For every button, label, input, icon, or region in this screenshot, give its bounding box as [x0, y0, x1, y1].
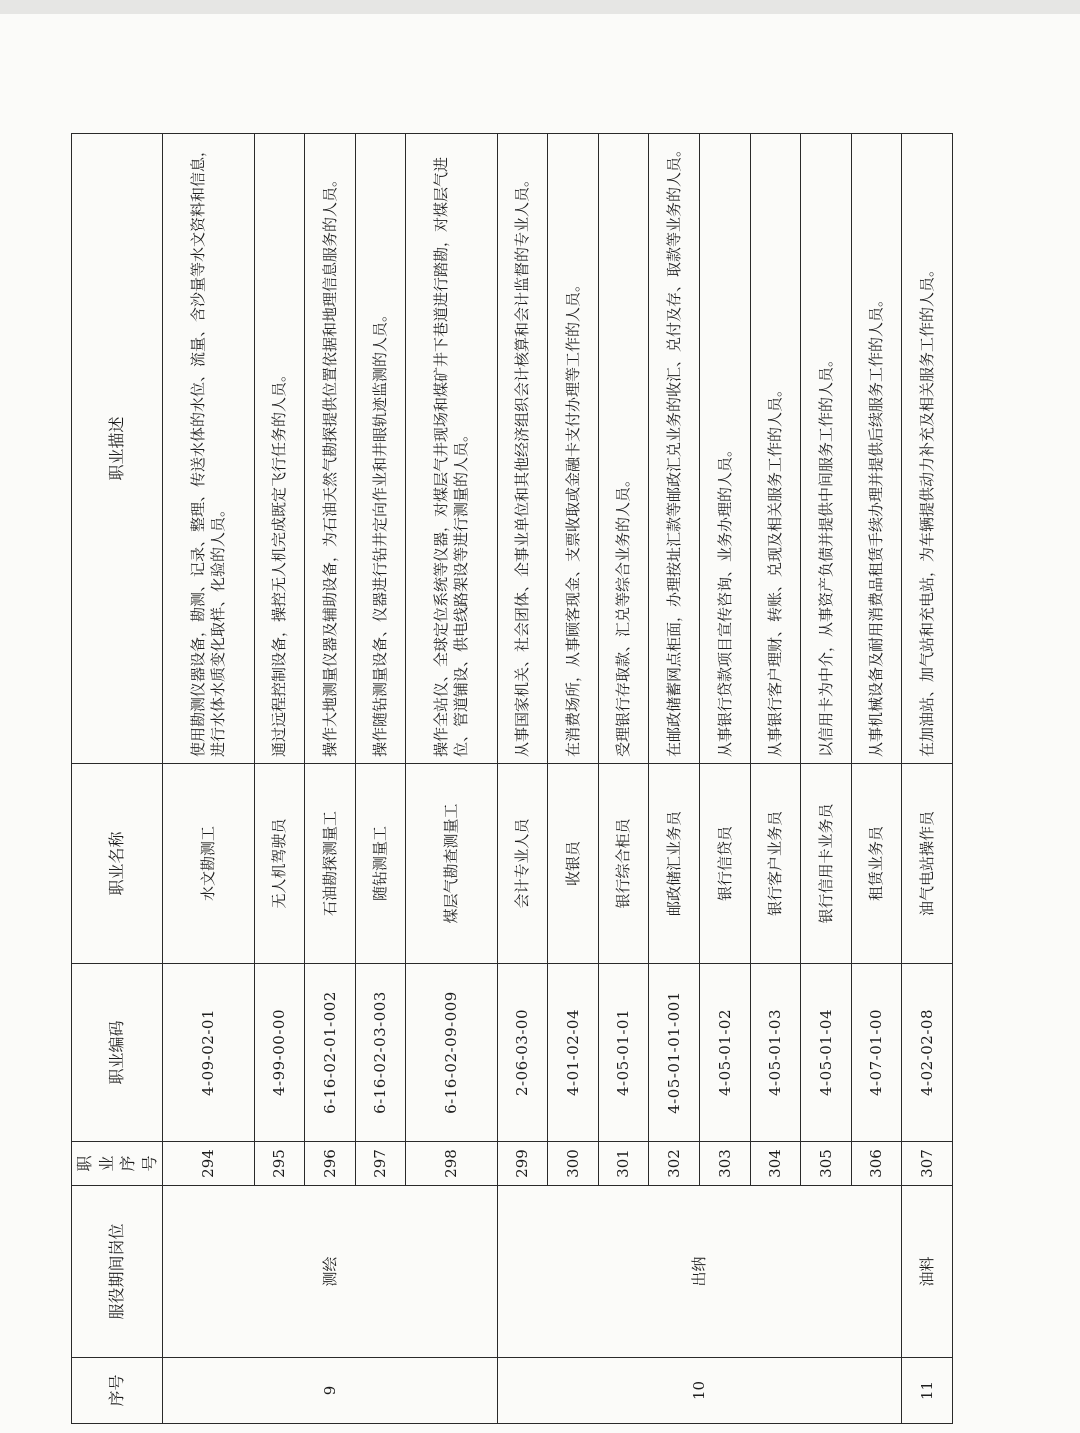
row-num: 294: [163, 1142, 254, 1186]
group-seq: 9: [163, 1358, 497, 1424]
row-name: 银行信用卡业务员: [801, 764, 852, 964]
row-desc: 操作随钻测量设备、仪器进行钻井定向作业和井眼轨迹监测的人员。: [355, 134, 406, 764]
header-post: 服役期间岗位: [72, 1186, 163, 1358]
row-name: 邮政储汇业务员: [649, 764, 700, 964]
row-code: 4-07-01-00: [851, 964, 902, 1142]
row-name: 租赁业务员: [851, 764, 902, 964]
row-num: 298: [406, 1142, 497, 1186]
header-name: 职业名称: [72, 764, 163, 964]
row-desc: 在加油站、加气站和充电站，为车辆提供动力补充及相关服务工作的人员。: [902, 134, 953, 764]
header-code: 职业编码: [72, 964, 163, 1142]
row-code: 4-05-01-01-001: [649, 964, 700, 1142]
row-num: 296: [305, 1142, 356, 1186]
row-name: 银行客户业务员: [750, 764, 801, 964]
group-seq: 10: [497, 1358, 902, 1424]
row-name: 会计专业人员: [497, 764, 548, 964]
row-num: 295: [254, 1142, 305, 1186]
row-desc: 从事机械设备及耐用消费品租赁手续办理并提供后续服务工作的人员。: [851, 134, 902, 764]
group-seq: 11: [902, 1358, 953, 1424]
viewer-top-bar: [0, 0, 1080, 14]
table-row: [163, 134, 254, 1424]
row-desc: 操作大地测量仪器及辅助设备，为石油天然气勘探提供位置依据和地理信息服务的人员。: [305, 134, 356, 764]
row-num: 307: [902, 1142, 953, 1186]
row-desc: 以信用卡为中介，从事资产负债并提供中间服务工作的人员。: [801, 134, 852, 764]
row-num: 306: [851, 1142, 902, 1186]
row-name: 收银员: [548, 764, 599, 964]
row-code: 4-09-02-01: [163, 964, 254, 1142]
row-code: 4-02-02-08: [902, 964, 953, 1142]
row-code: 4-01-02-04: [548, 964, 599, 1142]
group-post: 测绘: [163, 1186, 497, 1358]
row-name: 银行综合柜员: [598, 764, 649, 964]
row-name: 石油勘探测量工: [305, 764, 356, 964]
row-desc: 从事银行客户理财、转账、兑现及相关服务工作的人员。: [750, 134, 801, 764]
row-desc: 在消费场所，从事顾客现金、支票收取或金融卡支付办理等工作的人员。: [548, 134, 599, 764]
row-name: 水文勘测工: [163, 764, 254, 964]
row-num: 297: [355, 1142, 406, 1186]
row-desc: 在邮政储蓄网点柜面，办理按址汇款等邮政汇兑业务的收汇、兑付及存、取款等业务的人员。: [649, 134, 700, 764]
row-desc: 通过远程控制设备，操控无人机完成既定飞行任务的人员。: [254, 134, 305, 764]
row-code: 4-05-01-03: [750, 964, 801, 1142]
row-num: 304: [750, 1142, 801, 1186]
row-desc: 受理银行存取款、汇兑等综合业务的人员。: [598, 134, 649, 764]
row-code: 6-16-02-09-009: [406, 964, 497, 1142]
row-name: 银行信贷员: [699, 764, 750, 964]
table-row: [497, 134, 548, 1424]
row-num: 299: [497, 1142, 548, 1186]
row-name: 随钻测量工: [355, 764, 406, 964]
row-code: 4-05-01-04: [801, 964, 852, 1142]
row-num: 305: [801, 1142, 852, 1186]
row-code: 4-05-01-02: [699, 964, 750, 1142]
group-post: 油料: [902, 1186, 953, 1358]
header-seq: 序号: [72, 1358, 163, 1424]
row-name: 油气电站操作员: [902, 764, 953, 964]
row-desc: 使用勘测仪器设备，勘测、记录、整理、传送水体的水位、流量、含沙量等水文资料和信息，进行水体水质变化取样、化验的人员。: [163, 134, 254, 764]
rotated-table-sheet: [71, 134, 953, 1424]
row-num: 301: [598, 1142, 649, 1186]
header-row: [72, 134, 163, 1424]
row-num: 303: [699, 1142, 750, 1186]
header-num: 职业序号: [72, 1142, 163, 1186]
row-desc: 从事银行贷款项目宣传咨询、业务办理的人员。: [699, 134, 750, 764]
header-desc: 职业描述: [72, 134, 163, 764]
row-code: 6-16-02-01-002: [305, 964, 356, 1142]
row-desc: 从事国家机关、社会团体、企事业单位和其他经济组织会计核算和会计监督的专业人员。: [497, 134, 548, 764]
row-num: 302: [649, 1142, 700, 1186]
row-code: 4-05-01-01: [598, 964, 649, 1142]
occupation-table: [71, 133, 953, 1424]
row-name: 煤层气勘查测量工: [406, 764, 497, 964]
row-desc: 操作全站仪、全球定位系统等仪器，对煤层气井现场和煤矿井下巷道进行踏勘，对煤层气进位、管道铺设、供电线路架设等进行测量的人员。: [406, 134, 497, 764]
row-name: 无人机驾驶员: [254, 764, 305, 964]
row-code: 4-99-00-00: [254, 964, 305, 1142]
row-code: 6-16-02-03-003: [355, 964, 406, 1142]
table-row: [902, 134, 953, 1424]
row-num: 300: [548, 1142, 599, 1186]
row-code: 2-06-03-00: [497, 964, 548, 1142]
group-post: 出纳: [497, 1186, 902, 1358]
